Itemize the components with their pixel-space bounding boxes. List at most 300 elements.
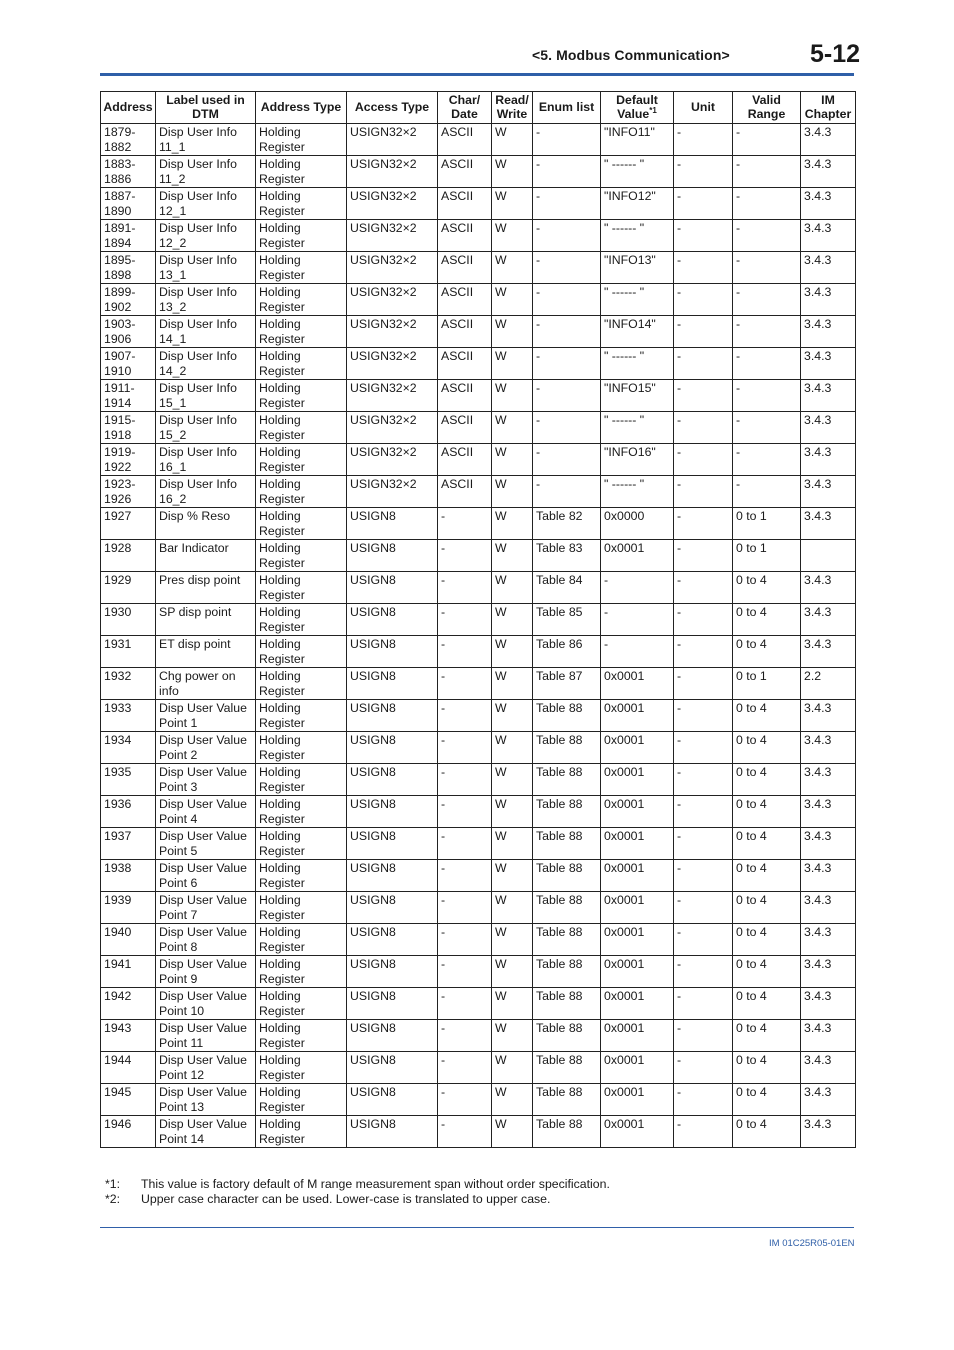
table-cell: W [492,188,533,220]
table-cell: Disp User Info 13_1 [156,252,256,284]
table-cell: 1915- 1918 [101,412,156,444]
table-cell: 0 to 4 [733,732,801,764]
table-cell: 3.4.3 [801,604,856,636]
table-cell: 0x0001 [601,1052,674,1084]
table-cell: - [438,508,492,540]
table-cell: Disp User Info 12_2 [156,220,256,252]
table-cell: - [674,444,733,476]
table-row [101,188,856,220]
table-cell: Table 88 [533,828,601,860]
table-cell: - [674,316,733,348]
table-cell: Disp User Info 14_2 [156,348,256,380]
table-cell: - [733,188,801,220]
table-row [101,764,856,796]
table-cell: - [438,604,492,636]
table-cell: W [492,412,533,444]
table-row [101,1116,856,1148]
table-cell: Bar Indicator [156,540,256,572]
table-cell: Holding Register [256,796,347,828]
table-cell: W [492,284,533,316]
table-cell: USIGN8 [347,1052,438,1084]
table-cell: USIGN8 [347,924,438,956]
table-cell: 1935 [101,764,156,796]
col-header-label: Default Value [616,93,658,121]
table-cell: 3.4.3 [801,828,856,860]
table-cell: - [438,860,492,892]
table-cell: - [733,252,801,284]
table-cell: 1919- 1922 [101,444,156,476]
table-cell: Holding Register [256,956,347,988]
table-cell: - [438,1052,492,1084]
table-cell: 0 to 4 [733,956,801,988]
table-cell: USIGN8 [347,540,438,572]
table-cell: 0x0001 [601,1020,674,1052]
table-cell: ASCII [438,220,492,252]
table-cell: 0 to 4 [733,796,801,828]
table-cell: USIGN32×2 [347,156,438,188]
table-cell: USIGN8 [347,668,438,700]
table-cell: ASCII [438,156,492,188]
table-cell: USIGN8 [347,1020,438,1052]
table-cell: Disp User Value Point 9 [156,956,256,988]
table-cell: - [674,604,733,636]
table-cell: ASCII [438,284,492,316]
table-cell: 0x0001 [601,988,674,1020]
table-cell: 0x0001 [601,796,674,828]
table-cell: 3.4.3 [801,444,856,476]
table-cell: Disp User Info 15_2 [156,412,256,444]
table-row [101,604,856,636]
table-cell: - [733,124,801,156]
table-row [101,316,856,348]
table-cell: - [674,156,733,188]
table-cell: - [674,1052,733,1084]
table-cell: - [438,1020,492,1052]
table-cell: 1911- 1914 [101,380,156,412]
table-cell: Holding Register [256,1020,347,1052]
table-cell: 0x0001 [601,828,674,860]
table-cell: " ------ " [601,412,674,444]
table-cell: 1895- 1898 [101,252,156,284]
table-cell: Holding Register [256,892,347,924]
table-cell: USIGN32×2 [347,284,438,316]
table-cell: Pres disp point [156,572,256,604]
table-cell: Disp User Info 16_2 [156,476,256,508]
table-cell: - [533,220,601,252]
table-cell: - [674,412,733,444]
table-cell: - [674,188,733,220]
table-cell: 0x0001 [601,1084,674,1116]
table-cell: Table 86 [533,636,601,668]
table-cell: " ------ " [601,220,674,252]
table-row [101,1052,856,1084]
table-cell: USIGN8 [347,828,438,860]
table-cell: - [438,540,492,572]
table-cell: W [492,988,533,1020]
table-cell: W [492,700,533,732]
table-cell: Table 88 [533,988,601,1020]
table-cell: ET disp point [156,636,256,668]
table-cell: Disp User Value Point 6 [156,860,256,892]
table-cell: 0 to 1 [733,508,801,540]
table-cell: - [438,1084,492,1116]
table-cell: 3.4.3 [801,284,856,316]
table-cell: 0 to 4 [733,636,801,668]
footnote-mark: *2: [105,1191,121,1206]
table-cell: - [674,732,733,764]
table-cell: - [674,124,733,156]
table-cell: Holding Register [256,924,347,956]
table-cell: 3.4.3 [801,476,856,508]
table-cell: Holding Register [256,380,347,412]
col-header: Char/ Date [438,92,492,124]
table-cell: Holding Register [256,220,347,252]
table-cell: 1934 [101,732,156,764]
table-body [101,124,856,1148]
table-cell: W [492,828,533,860]
table-cell: - [674,668,733,700]
table-cell: W [492,924,533,956]
table-cell: 3.4.3 [801,348,856,380]
table-cell: 1907- 1910 [101,348,156,380]
table-cell: USIGN8 [347,796,438,828]
table-cell: W [492,572,533,604]
table-cell: W [492,636,533,668]
table-cell: 0 to 4 [733,604,801,636]
table-cell: Table 88 [533,956,601,988]
table-cell: 1937 [101,828,156,860]
table-cell: ASCII [438,124,492,156]
table-cell: ASCII [438,476,492,508]
table-cell: - [674,796,733,828]
table-row [101,508,856,540]
table-cell: - [733,412,801,444]
table-cell: - [674,700,733,732]
table-cell: W [492,444,533,476]
table-cell: Table 88 [533,860,601,892]
table-cell: 0x0001 [601,1116,674,1148]
table-cell: W [492,604,533,636]
table-cell: 1939 [101,892,156,924]
footnote-text: This value is factory default of M range measurement span without order specification. [141,1177,610,1191]
table-cell: Holding Register [256,700,347,732]
table-cell: USIGN32×2 [347,252,438,284]
table-cell: - [733,284,801,316]
table-cell: Disp User Value Point 8 [156,924,256,956]
table-cell: Disp User Value Point 4 [156,796,256,828]
table-cell: W [492,764,533,796]
table-row [101,156,856,188]
table-cell: - [674,828,733,860]
table-cell: "INFO15" [601,380,674,412]
table-cell: 0x0001 [601,860,674,892]
table-row [101,732,856,764]
table-cell: USIGN8 [347,764,438,796]
table-cell: - [601,604,674,636]
table-cell: Holding Register [256,252,347,284]
footnotes [105,1177,610,1206]
table-cell: Holding Register [256,1084,347,1116]
table-cell: Table 84 [533,572,601,604]
table-cell: W [492,1084,533,1116]
table-cell: Holding Register [256,732,347,764]
table-cell: - [438,828,492,860]
table-cell: Holding Register [256,764,347,796]
table-cell: Holding Register [256,284,347,316]
table-cell: USIGN32×2 [347,476,438,508]
table-cell: Table 88 [533,764,601,796]
table-cell: - [438,572,492,604]
section-header: <5. Modbus Communication> [532,47,730,63]
table-row [101,636,856,668]
table-cell: 1929 [101,572,156,604]
table-cell: - [674,988,733,1020]
table-cell: Disp User Info 11_2 [156,156,256,188]
col-header-default-value [601,92,674,124]
table-cell: - [674,252,733,284]
table-cell: USIGN8 [347,572,438,604]
table-cell: - [674,476,733,508]
table-cell: 0 to 4 [733,1084,801,1116]
table-cell: 0x0001 [601,540,674,572]
table-row [101,348,856,380]
col-header: Enum list [533,92,601,124]
table-row [101,476,856,508]
table-cell: Disp User Value Point 7 [156,892,256,924]
table-cell: W [492,156,533,188]
table-cell: 3.4.3 [801,1084,856,1116]
table-cell [801,540,856,572]
table-cell: USIGN8 [347,636,438,668]
table-cell: 1930 [101,604,156,636]
table-cell: Holding Register [256,1052,347,1084]
table-cell: Holding Register [256,124,347,156]
table-cell: 1891- 1894 [101,220,156,252]
table-cell: 3.4.3 [801,700,856,732]
table-cell: - [733,380,801,412]
table-cell: 3.4.3 [801,508,856,540]
table-cell: - [533,476,601,508]
table-row [101,252,856,284]
table-cell: - [733,444,801,476]
table-row [101,860,856,892]
table-cell: 0x0001 [601,764,674,796]
table-cell: 3.4.3 [801,956,856,988]
table-row [101,1020,856,1052]
table-cell: 1927 [101,508,156,540]
table-cell: 3.4.3 [801,892,856,924]
table-cell: ASCII [438,252,492,284]
table-cell: W [492,540,533,572]
table-cell: Table 88 [533,1084,601,1116]
table-cell: - [533,444,601,476]
table-cell: 0x0001 [601,668,674,700]
table-cell: Disp User Value Point 13 [156,1084,256,1116]
table-cell: - [601,572,674,604]
table-cell: W [492,380,533,412]
table-cell: Table 82 [533,508,601,540]
table-cell: - [733,220,801,252]
table-cell: " ------ " [601,476,674,508]
table-cell: Holding Register [256,540,347,572]
table-cell: W [492,892,533,924]
table-cell: 0x0001 [601,732,674,764]
table-cell: 1945 [101,1084,156,1116]
table-cell: "INFO12" [601,188,674,220]
table-cell: - [533,412,601,444]
table-cell: " ------ " [601,284,674,316]
col-header: Valid Range [733,92,801,124]
table-row [101,668,856,700]
table-cell: - [533,124,601,156]
table-cell: Disp % Reso [156,508,256,540]
table-row [101,380,856,412]
table-cell: Table 88 [533,1020,601,1052]
table-row [101,124,856,156]
table-cell: Holding Register [256,668,347,700]
table-cell: 0 to 4 [733,1052,801,1084]
table-cell: Table 88 [533,732,601,764]
table-cell: 1931 [101,636,156,668]
table-cell: 3.4.3 [801,860,856,892]
table-cell: Chg power on info [156,668,256,700]
footnote [105,1177,610,1192]
footnote-ref: *1 [649,105,657,115]
table-cell: - [438,988,492,1020]
table-cell: Disp User Info 11_1 [156,124,256,156]
table-cell: Table 87 [533,668,601,700]
table-header-row [101,92,856,124]
table-cell: 1938 [101,860,156,892]
table-cell: 3.4.3 [801,764,856,796]
table-cell: 1940 [101,924,156,956]
table-cell: 1936 [101,796,156,828]
table-cell: 2.2 [801,668,856,700]
table-cell: 1933 [101,700,156,732]
table-cell: Table 88 [533,1052,601,1084]
table-cell: 1928 [101,540,156,572]
table-cell: Holding Register [256,444,347,476]
doc-id: IM 01C25R05-01EN [769,1238,855,1249]
table-cell: Table 88 [533,700,601,732]
table-cell: - [438,1116,492,1148]
page-number: 5-12 [810,40,861,68]
table-cell: Holding Register [256,412,347,444]
table-cell: - [438,892,492,924]
table-cell: - [533,156,601,188]
table-cell: 0 to 4 [733,828,801,860]
table-cell: 1883- 1886 [101,156,156,188]
table-row [101,700,856,732]
table-row [101,284,856,316]
table-cell: W [492,956,533,988]
table-cell: - [438,956,492,988]
table-cell: W [492,796,533,828]
table-cell: - [733,316,801,348]
col-header: IM Chapter [801,92,856,124]
table-cell: - [438,732,492,764]
table-cell: W [492,860,533,892]
table-cell: - [674,220,733,252]
table-cell: USIGN8 [347,1116,438,1148]
table-cell: 3.4.3 [801,252,856,284]
table-cell: 0 to 1 [733,668,801,700]
table-cell: W [492,1052,533,1084]
table-cell: 3.4.3 [801,636,856,668]
table-cell: USIGN8 [347,892,438,924]
table-cell: - [438,764,492,796]
table-cell: Holding Register [256,316,347,348]
table-cell: 0x0001 [601,956,674,988]
table-cell: USIGN8 [347,700,438,732]
table-cell: USIGN8 [347,604,438,636]
table-cell: W [492,476,533,508]
table-cell: Disp User Value Point 5 [156,828,256,860]
table-row [101,412,856,444]
table-cell: USIGN8 [347,508,438,540]
table-cell: - [674,764,733,796]
table-cell: - [533,380,601,412]
table-row [101,572,856,604]
table-cell: 1903- 1906 [101,316,156,348]
table-cell: Holding Register [256,156,347,188]
table-cell: Holding Register [256,572,347,604]
footnote [105,1192,610,1207]
table-cell: 3.4.3 [801,1116,856,1148]
footer-rule [100,1227,854,1228]
table-cell: - [674,860,733,892]
table-cell: 1899- 1902 [101,284,156,316]
table-cell: Holding Register [256,636,347,668]
table-cell: USIGN32×2 [347,444,438,476]
table-cell: 0 to 4 [733,572,801,604]
table-row [101,956,856,988]
table-cell: W [492,316,533,348]
table-cell: 3.4.3 [801,1052,856,1084]
table-cell: W [492,124,533,156]
table-cell: 0x0000 [601,508,674,540]
table-cell: Table 83 [533,540,601,572]
table-cell: Disp User Value Point 12 [156,1052,256,1084]
table-cell: ASCII [438,380,492,412]
table-cell: 0 to 4 [733,1116,801,1148]
table-cell: USIGN8 [347,988,438,1020]
table-cell: - [733,476,801,508]
table-cell: 3.4.3 [801,924,856,956]
table-cell: - [733,348,801,380]
table-cell: " ------ " [601,348,674,380]
table-cell: 0x0001 [601,700,674,732]
table-cell: Table 88 [533,924,601,956]
table-cell: 1879- 1882 [101,124,156,156]
table-cell: - [674,1116,733,1148]
footnote-text: Upper case character can be used. Lower-case is translated to upper case. [141,1191,551,1206]
table-cell: - [533,348,601,380]
table-cell: SP disp point [156,604,256,636]
table-cell: 1944 [101,1052,156,1084]
table-cell: - [674,284,733,316]
table-cell: - [674,540,733,572]
col-header: Label used in DTM [156,92,256,124]
col-header: Read/ Write [492,92,533,124]
table-cell: 1887- 1890 [101,188,156,220]
table-cell: ASCII [438,412,492,444]
table-cell: USIGN8 [347,1084,438,1116]
table-cell: Disp User Value Point 1 [156,700,256,732]
table-cell: - [533,252,601,284]
table-cell: W [492,508,533,540]
table-cell: 1923- 1926 [101,476,156,508]
